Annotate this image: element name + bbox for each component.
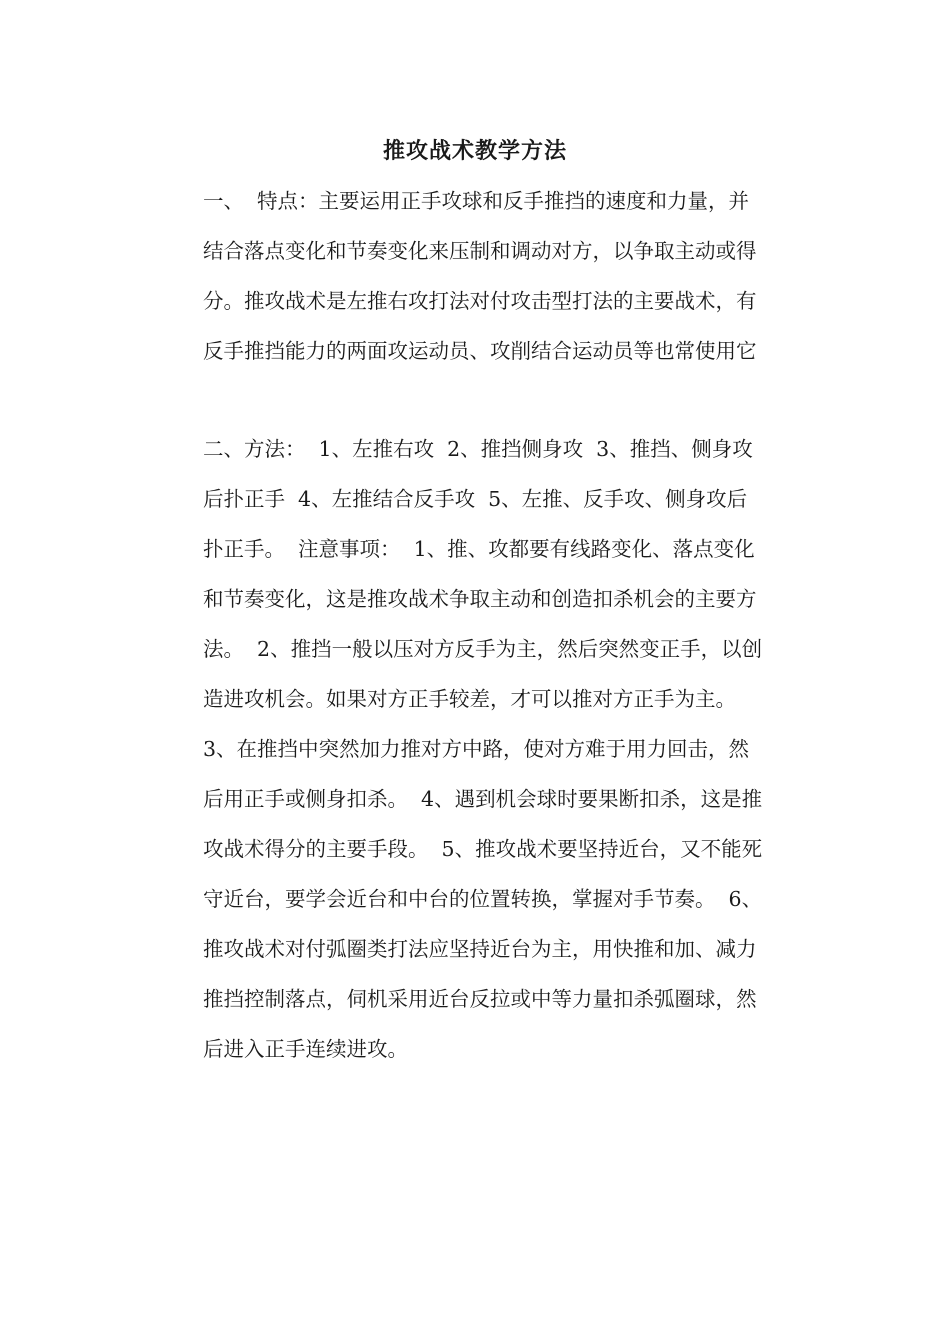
document-title: 推攻战术教学方法 bbox=[382, 138, 567, 164]
paragraph-line-3: 分。推攻战术是左推右攻打法对付攻击型打法的主要战术，有 bbox=[203, 289, 757, 313]
paragraph-line-2: 结合落点变化和节奏变化来压制和调动对方，以争取主动或得 bbox=[203, 239, 757, 263]
paragraph-line-9: 法。 2、推挡一般以压对方反手为主，然后突然变正手，以创 bbox=[203, 637, 763, 661]
paragraph-line-8: 和节奏变化，这是推攻战术争取主动和创造扣杀机会的主要方 bbox=[203, 587, 757, 611]
paragraph-line-15: 推攻战术对付弧圈类打法应坚持近台为主，用快推和加、减力 bbox=[203, 937, 757, 961]
paragraph-line-4: 反手推挡能力的两面攻运动员、攻削结合运动员等也常使用它 bbox=[203, 339, 757, 363]
paragraph-line-10: 造进攻机会。如果对方正手较差，才可以推对方正手为主。 bbox=[203, 687, 736, 711]
paragraph-line-17: 后进入正手连续进攻。 bbox=[203, 1037, 408, 1061]
paragraph-line-5: 二、方法： 1、左推右攻 2、推挡侧身攻 3、推挡、侧身攻 bbox=[203, 437, 753, 461]
paragraph-line-16: 推挡控制落点，伺机采用近台反拉或中等力量扣杀弧圈球，然 bbox=[203, 987, 757, 1011]
paragraph-line-14: 守近台，要学会近台和中台的位置转换，掌握对手节奏。 6、 bbox=[203, 887, 763, 911]
paragraph-line-13: 攻战术得分的主要手段。 5、推攻战术要坚持近台，又不能死 bbox=[203, 837, 763, 861]
paragraph-line-1: 一、 特点：主要运用正手攻球和反手推挡的速度和力量，并 bbox=[203, 189, 750, 213]
paragraph-line-7: 扑正手。 注意事项： 1、推、攻都要有线路变化、落点变化 bbox=[203, 537, 755, 561]
paragraph-line-11: 3、在推挡中突然加力推对方中路，使对方难于用力回击，然 bbox=[203, 737, 750, 761]
paragraph-line-6: 后扑正手 4、左推结合反手攻 5、左推、反手攻、侧身攻后 bbox=[203, 487, 748, 511]
paragraph-line-12: 后用正手或侧身扣杀。 4、遇到机会球时要果断扣杀，这是推 bbox=[203, 787, 763, 811]
